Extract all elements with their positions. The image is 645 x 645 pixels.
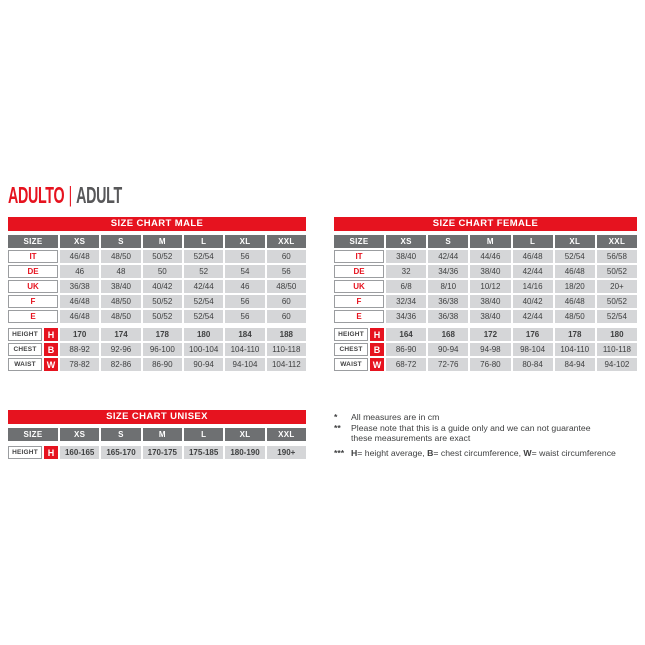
measure-value-cell: 94-98 [470, 343, 510, 356]
size-value-cell: 48/50 [101, 295, 140, 308]
measure-value-cell: 170 [60, 328, 99, 341]
size-value-cell: 56 [267, 265, 306, 278]
measure-key-h: H [44, 328, 58, 341]
table-row [334, 358, 637, 371]
footnote-text [351, 423, 642, 443]
size-value-cell: 38/40 [470, 265, 510, 278]
measure-rows [334, 328, 637, 371]
footnote-marker: *** [334, 448, 345, 458]
column-header-xl: XL [555, 235, 595, 248]
size-value-cell: 46/48 [60, 295, 99, 308]
measure-name: HEIGHT [8, 446, 42, 459]
measure-value-cell: 82-86 [101, 358, 140, 371]
size-value-cell: 46/48 [555, 265, 595, 278]
page-title-primary: ADULTO [8, 181, 65, 208]
size-value-cell: 38/40 [470, 295, 510, 308]
column-header-size: SIZE [334, 235, 384, 248]
measure-value-cell: 92-96 [101, 343, 140, 356]
footnote-part: H [351, 448, 358, 458]
table-row [334, 295, 637, 308]
size-value-cell: 32 [386, 265, 426, 278]
footnote-line: Please note that this is a guide only and we can not guarantee [351, 423, 591, 433]
size-value-cell: 60 [267, 310, 306, 323]
size-value-cell: 48/50 [101, 250, 140, 263]
size-value-cell: 36/38 [428, 295, 468, 308]
size-value-cell: 52/54 [184, 295, 223, 308]
size-value-cell: 48/50 [267, 280, 306, 293]
size-value-cell: 46/48 [60, 250, 99, 263]
measure-value-cell: 178 [555, 328, 595, 341]
footnote-line [351, 448, 642, 458]
measure-value-cell: 90-94 [184, 358, 223, 371]
size-value-cell: 42/44 [428, 250, 468, 263]
table-header-row [8, 235, 306, 248]
column-header-xxl: XXL [597, 235, 637, 248]
measure-name: CHEST [334, 343, 368, 356]
row-label-it: IT [334, 250, 384, 263]
column-header-l: L [184, 428, 223, 441]
footnote-part: = chest circumference, [433, 448, 524, 458]
column-header-xl: XL [225, 235, 264, 248]
row-label-de: DE [8, 265, 58, 278]
size-value-cell: 50/52 [143, 295, 182, 308]
size-value-cell: 48/50 [555, 310, 595, 323]
measure-value-cell: 104-110 [225, 343, 264, 356]
size-value-cell: 54 [225, 265, 264, 278]
size-value-cell: 6/8 [386, 280, 426, 293]
measure-rows [8, 328, 306, 371]
measure-key-h: H [370, 328, 384, 341]
size-value-cell: 52/54 [184, 250, 223, 263]
size-value-cell: 50 [143, 265, 182, 278]
measure-value-cell: 78-82 [60, 358, 99, 371]
measure-value-cell: 72-76 [428, 358, 468, 371]
size-value-cell: 50/52 [597, 265, 637, 278]
table-row [8, 295, 306, 308]
measure-value-cell: 180-190 [225, 446, 264, 459]
measure-value-cell: 176 [513, 328, 553, 341]
size-value-cell: 40/42 [143, 280, 182, 293]
size-value-cell: 34/36 [386, 310, 426, 323]
footnote-marker: ** [334, 423, 341, 433]
size-value-cell: 32/34 [386, 295, 426, 308]
footnote-line: All measures are in cm [351, 412, 440, 422]
measure-value-cell: 68-72 [386, 358, 426, 371]
footnote-part: = height average, [357, 448, 428, 458]
measure-value-cell: 94-102 [597, 358, 637, 371]
column-header-s: S [101, 428, 140, 441]
table-row [8, 265, 306, 278]
size-value-cell: 60 [267, 250, 306, 263]
size-chart-female-table [334, 217, 637, 371]
measure-value-cell: 165-170 [101, 446, 140, 459]
column-header-m: M [470, 235, 510, 248]
column-header-xs: XS [60, 235, 99, 248]
size-value-cell: 52 [184, 265, 223, 278]
size-value-cell: 36/38 [60, 280, 99, 293]
measure-value-cell: 96-100 [143, 343, 182, 356]
size-value-cell: 56 [225, 310, 264, 323]
measure-value-cell: 174 [101, 328, 140, 341]
size-value-cell: 40/42 [513, 295, 553, 308]
column-header-xl: XL [225, 428, 264, 441]
measure-value-cell: 160-165 [60, 446, 99, 459]
measure-value-cell: 94-104 [225, 358, 264, 371]
size-value-cell: 42/44 [513, 265, 553, 278]
size-value-cell: 38/40 [101, 280, 140, 293]
measure-value-cell: 190+ [267, 446, 306, 459]
measure-key-w: W [370, 358, 384, 371]
footnote [334, 423, 642, 443]
measure-value-cell: 76-80 [470, 358, 510, 371]
column-header-m: M [143, 428, 182, 441]
measure-value-cell: 98-104 [513, 343, 553, 356]
measure-value-cell: 175-185 [184, 446, 223, 459]
column-header-xxl: XXL [267, 235, 306, 248]
measure-key-h: H [44, 446, 58, 459]
measure-name: HEIGHT [8, 328, 42, 341]
size-value-cell: 18/20 [555, 280, 595, 293]
page-title-separator-icon: | [68, 182, 72, 207]
row-label-de: DE [334, 265, 384, 278]
size-value-cell: 48 [101, 265, 140, 278]
measure-label-height [334, 328, 384, 341]
table-row [334, 250, 637, 263]
column-header-l: L [513, 235, 553, 248]
measure-value-cell: 90-94 [428, 343, 468, 356]
size-value-cell: 52/54 [184, 310, 223, 323]
size-value-cell: 46/48 [555, 295, 595, 308]
measure-value-cell: 88-92 [60, 343, 99, 356]
size-value-cell: 38/40 [470, 310, 510, 323]
size-value-cell: 48/50 [101, 310, 140, 323]
measure-value-cell: 178 [143, 328, 182, 341]
table-header-row [334, 235, 637, 248]
size-value-cell: 36/38 [428, 310, 468, 323]
footnotes [334, 412, 642, 459]
table-row [334, 280, 637, 293]
column-header-size: SIZE [8, 428, 58, 441]
table-row [334, 343, 637, 356]
table-row [334, 310, 637, 323]
size-value-cell: 46/48 [513, 250, 553, 263]
row-label-uk: UK [8, 280, 58, 293]
measure-label-height [8, 446, 58, 459]
measure-value-cell: 100-104 [184, 343, 223, 356]
table-row [8, 310, 306, 323]
size-value-cell: 34/36 [428, 265, 468, 278]
measure-value-cell: 110-118 [597, 343, 637, 356]
footnote [334, 412, 642, 422]
size-value-cell: 42/44 [184, 280, 223, 293]
page-title-secondary: ADULT [76, 181, 122, 208]
measure-value-cell: 110-118 [267, 343, 306, 356]
measure-label-height [8, 328, 58, 341]
measure-value-cell: 188 [267, 328, 306, 341]
size-chart-unisex-table [8, 410, 306, 459]
measure-value-cell: 172 [470, 328, 510, 341]
column-header-xs: XS [386, 235, 426, 248]
column-header-m: M [143, 235, 182, 248]
size-value-cell: 50/52 [597, 295, 637, 308]
table-row [8, 358, 306, 371]
column-header-l: L [184, 235, 223, 248]
measure-label-waist [334, 358, 384, 371]
footnote-part: W [523, 448, 532, 458]
table-row [8, 250, 306, 263]
measure-rows [8, 446, 306, 459]
size-value-cell: 56/58 [597, 250, 637, 263]
size-value-cell: 50/52 [143, 250, 182, 263]
page-title [8, 181, 122, 208]
measure-value-cell: 84-94 [555, 358, 595, 371]
table-row [334, 265, 637, 278]
column-header-s: S [101, 235, 140, 248]
size-chart-male-table [8, 217, 306, 371]
row-label-f: F [334, 295, 384, 308]
measure-value-cell: 80-84 [513, 358, 553, 371]
measure-name: CHEST [8, 343, 42, 356]
table-row [8, 343, 306, 356]
measure-value-cell: 180 [597, 328, 637, 341]
size-value-cell: 46 [60, 265, 99, 278]
measure-value-cell: 164 [386, 328, 426, 341]
size-value-cell: 56 [225, 295, 264, 308]
size-value-cell: 8/10 [428, 280, 468, 293]
measure-name: HEIGHT [334, 328, 368, 341]
footnote-text [351, 412, 642, 422]
table-title: SIZE CHART MALE [8, 217, 306, 231]
measure-value-cell: 104-110 [555, 343, 595, 356]
size-value-cell: 44/46 [470, 250, 510, 263]
size-value-cell: 50/52 [143, 310, 182, 323]
row-label-e: E [334, 310, 384, 323]
table-row [8, 446, 306, 459]
table-row [8, 328, 306, 341]
size-value-cell: 52/54 [597, 310, 637, 323]
measure-name: WAIST [8, 358, 42, 371]
column-header-xxl: XXL [267, 428, 306, 441]
measure-key-w: W [44, 358, 58, 371]
measure-name: WAIST [334, 358, 368, 371]
footnote-part: B [427, 448, 434, 458]
size-value-cell: 60 [267, 295, 306, 308]
table-header-row [8, 428, 306, 441]
table-title: SIZE CHART UNISEX [8, 410, 306, 424]
table-row [8, 280, 306, 293]
size-value-cell: 10/12 [470, 280, 510, 293]
footnote-text [351, 448, 642, 458]
row-label-it: IT [8, 250, 58, 263]
size-value-cell: 42/44 [513, 310, 553, 323]
row-label-e: E [8, 310, 58, 323]
measure-value-cell: 86-90 [386, 343, 426, 356]
size-value-cell: 56 [225, 250, 264, 263]
measure-key-b: B [370, 343, 384, 356]
column-header-s: S [428, 235, 468, 248]
measure-value-cell: 184 [225, 328, 264, 341]
measure-label-chest [334, 343, 384, 356]
table-row [334, 328, 637, 341]
measure-value-cell: 86-90 [143, 358, 182, 371]
size-value-cell: 38/40 [386, 250, 426, 263]
size-value-cell: 14/16 [513, 280, 553, 293]
size-value-cell: 20+ [597, 280, 637, 293]
footnote-part: = waist circumference [531, 448, 616, 458]
column-header-xs: XS [60, 428, 99, 441]
size-value-cell: 46/48 [60, 310, 99, 323]
footnote [334, 448, 642, 458]
size-value-cell: 46 [225, 280, 264, 293]
measure-label-waist [8, 358, 58, 371]
measure-key-b: B [44, 343, 58, 356]
row-label-f: F [8, 295, 58, 308]
measure-value-cell: 170-175 [143, 446, 182, 459]
measure-value-cell: 180 [184, 328, 223, 341]
measure-label-chest [8, 343, 58, 356]
measure-value-cell: 104-112 [267, 358, 306, 371]
footnote-marker: * [334, 412, 338, 422]
column-header-size: SIZE [8, 235, 58, 248]
table-title: SIZE CHART FEMALE [334, 217, 637, 231]
size-value-cell: 52/54 [555, 250, 595, 263]
footnote-line: these measurements are exact [351, 433, 471, 443]
measure-value-cell: 168 [428, 328, 468, 341]
row-label-uk: UK [334, 280, 384, 293]
